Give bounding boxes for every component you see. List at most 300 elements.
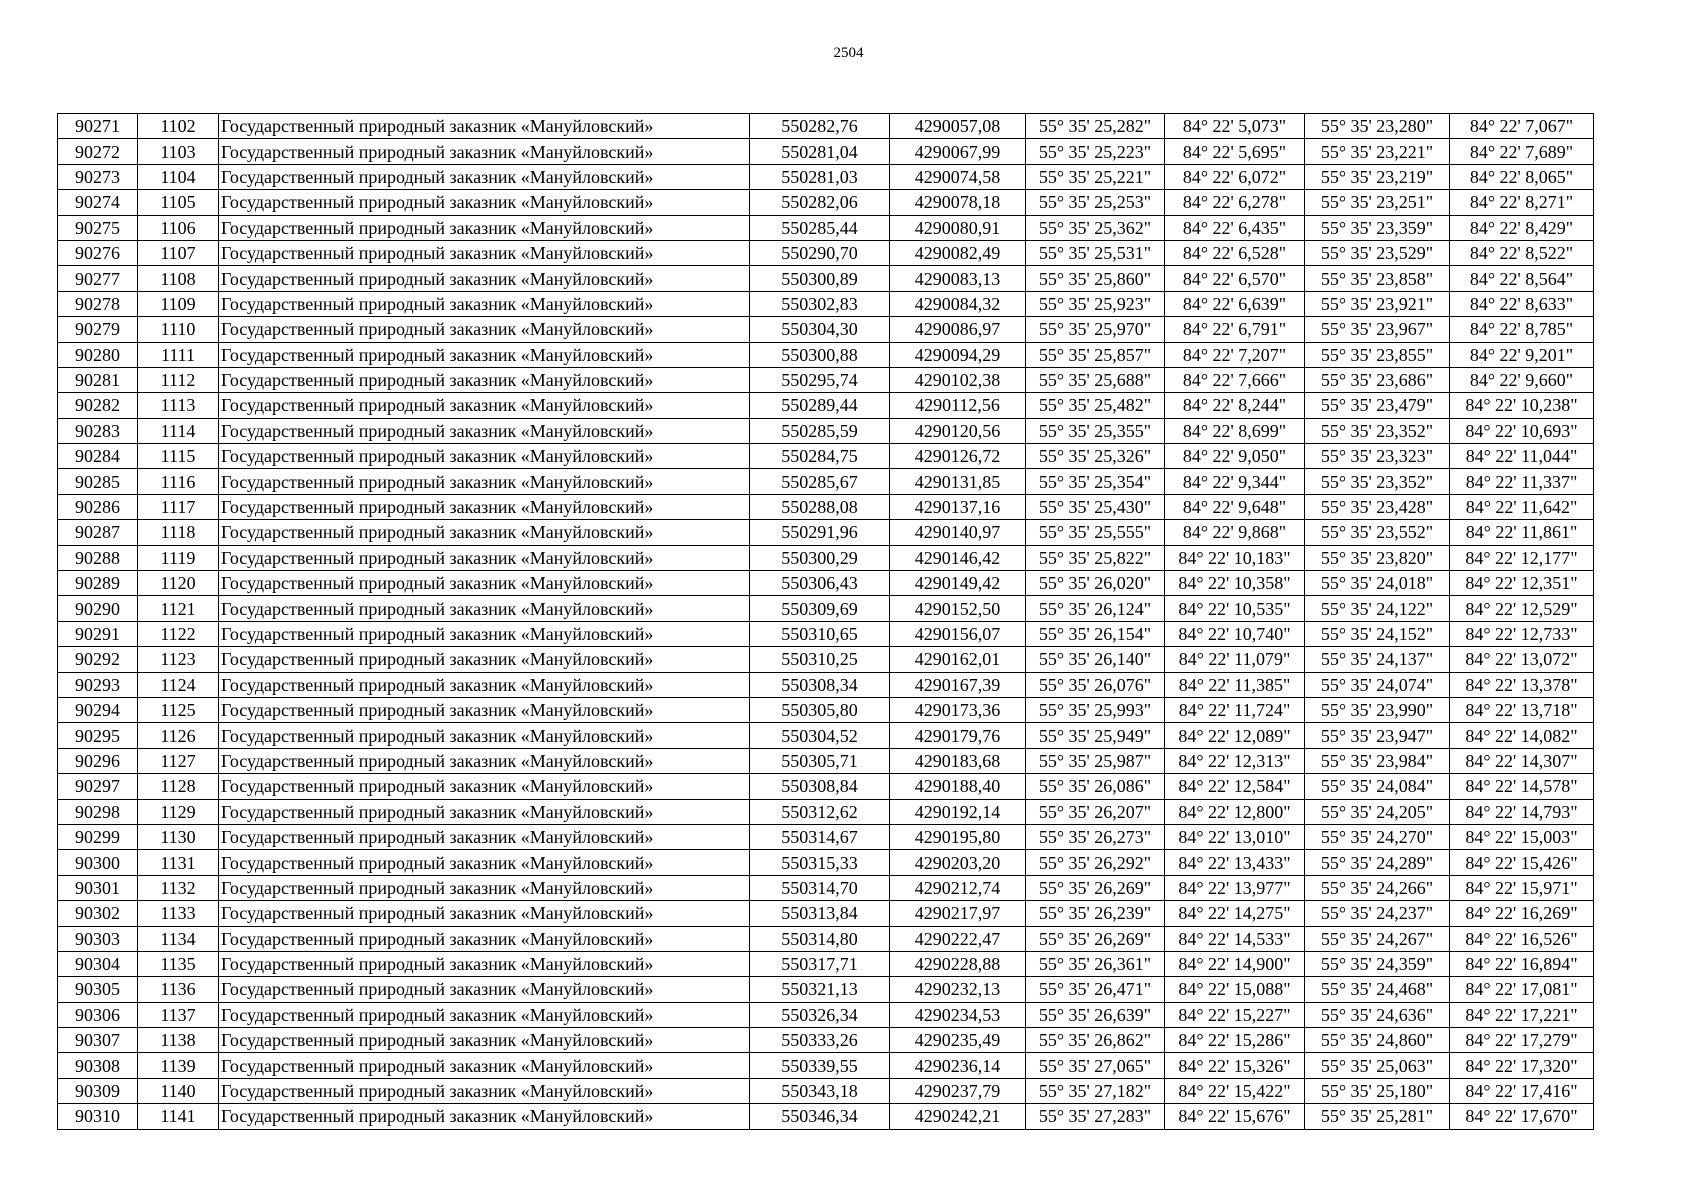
row-id-cell: 90302 bbox=[58, 901, 138, 926]
latitude-2-cell: 55° 35' 24,237" bbox=[1305, 901, 1450, 926]
row-id-cell: 90286 bbox=[58, 494, 138, 519]
longitude-1-cell: 84° 22' 12,800" bbox=[1165, 799, 1305, 824]
latitude-2-cell: 55° 35' 24,359" bbox=[1305, 951, 1450, 976]
y-coordinate-cell: 4290237,79 bbox=[890, 1078, 1026, 1103]
latitude-2-cell: 55° 35' 24,636" bbox=[1305, 1002, 1450, 1027]
longitude-2-cell: 84° 22' 15,003" bbox=[1450, 824, 1594, 849]
x-coordinate-cell: 550326,34 bbox=[750, 1002, 890, 1027]
latitude-2-cell: 55° 35' 23,221" bbox=[1305, 139, 1450, 164]
point-number-cell: 1138 bbox=[138, 1028, 219, 1053]
name-cell: Государственный природный заказник «Мануйловский» bbox=[219, 723, 750, 748]
x-coordinate-cell: 550300,88 bbox=[750, 342, 890, 367]
name-cell: Государственный природный заказник «Мануйловский» bbox=[219, 494, 750, 519]
name-cell: Государственный природный заказник «Мануйловский» bbox=[219, 1028, 750, 1053]
point-number-cell: 1129 bbox=[138, 799, 219, 824]
table-row bbox=[58, 469, 1594, 494]
table-row bbox=[58, 164, 1594, 189]
latitude-1-cell: 55° 35' 26,471" bbox=[1026, 977, 1165, 1002]
y-coordinate-cell: 4290217,97 bbox=[890, 901, 1026, 926]
latitude-1-cell: 55° 35' 26,124" bbox=[1026, 596, 1165, 621]
latitude-2-cell: 55° 35' 23,984" bbox=[1305, 748, 1450, 773]
row-id-cell: 90279 bbox=[58, 317, 138, 342]
longitude-1-cell: 84° 22' 12,089" bbox=[1165, 723, 1305, 748]
latitude-1-cell: 55° 35' 25,482" bbox=[1026, 393, 1165, 418]
row-id-cell: 90310 bbox=[58, 1104, 138, 1129]
table-row bbox=[58, 418, 1594, 443]
table-row bbox=[58, 190, 1594, 215]
latitude-1-cell: 55° 35' 25,282" bbox=[1026, 114, 1165, 139]
row-id-cell: 90298 bbox=[58, 799, 138, 824]
point-number-cell: 1130 bbox=[138, 824, 219, 849]
y-coordinate-cell: 4290167,39 bbox=[890, 672, 1026, 697]
row-id-cell: 90309 bbox=[58, 1078, 138, 1103]
table-row bbox=[58, 545, 1594, 570]
table-row bbox=[58, 571, 1594, 596]
longitude-2-cell: 84° 22' 15,971" bbox=[1450, 875, 1594, 900]
latitude-1-cell: 55° 35' 25,822" bbox=[1026, 545, 1165, 570]
x-coordinate-cell: 550288,08 bbox=[750, 494, 890, 519]
latitude-2-cell: 55° 35' 23,479" bbox=[1305, 393, 1450, 418]
name-cell: Государственный природный заказник «Мануйловский» bbox=[219, 901, 750, 926]
latitude-1-cell: 55° 35' 25,354" bbox=[1026, 469, 1165, 494]
latitude-1-cell: 55° 35' 25,221" bbox=[1026, 164, 1165, 189]
latitude-2-cell: 55° 35' 23,428" bbox=[1305, 494, 1450, 519]
x-coordinate-cell: 550285,44 bbox=[750, 215, 890, 240]
latitude-2-cell: 55° 35' 23,352" bbox=[1305, 469, 1450, 494]
latitude-2-cell: 55° 35' 24,205" bbox=[1305, 799, 1450, 824]
table-row bbox=[58, 1028, 1594, 1053]
x-coordinate-cell: 550309,69 bbox=[750, 596, 890, 621]
latitude-1-cell: 55° 35' 25,857" bbox=[1026, 342, 1165, 367]
longitude-1-cell: 84° 22' 5,073" bbox=[1165, 114, 1305, 139]
longitude-2-cell: 84° 22' 13,378" bbox=[1450, 672, 1594, 697]
table-row bbox=[58, 596, 1594, 621]
x-coordinate-cell: 550333,26 bbox=[750, 1028, 890, 1053]
latitude-2-cell: 55° 35' 23,529" bbox=[1305, 240, 1450, 265]
row-id-cell: 90299 bbox=[58, 824, 138, 849]
latitude-1-cell: 55° 35' 25,688" bbox=[1026, 367, 1165, 392]
latitude-2-cell: 55° 35' 23,323" bbox=[1305, 444, 1450, 469]
longitude-2-cell: 84° 22' 12,733" bbox=[1450, 621, 1594, 646]
row-id-cell: 90277 bbox=[58, 266, 138, 291]
table-row bbox=[58, 723, 1594, 748]
point-number-cell: 1113 bbox=[138, 393, 219, 418]
latitude-2-cell: 55° 35' 23,858" bbox=[1305, 266, 1450, 291]
longitude-2-cell: 84° 22' 10,693" bbox=[1450, 418, 1594, 443]
row-id-cell: 90293 bbox=[58, 672, 138, 697]
latitude-1-cell: 55° 35' 25,987" bbox=[1026, 748, 1165, 773]
longitude-2-cell: 84° 22' 14,082" bbox=[1450, 723, 1594, 748]
latitude-1-cell: 55° 35' 25,555" bbox=[1026, 520, 1165, 545]
name-cell: Государственный природный заказник «Мануйловский» bbox=[219, 571, 750, 596]
longitude-2-cell: 84° 22' 8,785" bbox=[1450, 317, 1594, 342]
table-body bbox=[58, 114, 1594, 1130]
latitude-1-cell: 55° 35' 25,355" bbox=[1026, 418, 1165, 443]
point-number-cell: 1124 bbox=[138, 672, 219, 697]
longitude-2-cell: 84° 22' 8,429" bbox=[1450, 215, 1594, 240]
name-cell: Государственный природный заказник «Мануйловский» bbox=[219, 240, 750, 265]
name-cell: Государственный природный заказник «Мануйловский» bbox=[219, 774, 750, 799]
longitude-1-cell: 84° 22' 8,244" bbox=[1165, 393, 1305, 418]
y-coordinate-cell: 4290057,08 bbox=[890, 114, 1026, 139]
x-coordinate-cell: 550300,29 bbox=[750, 545, 890, 570]
name-cell: Государственный природный заказник «Мануйловский» bbox=[219, 850, 750, 875]
latitude-2-cell: 55° 35' 24,122" bbox=[1305, 596, 1450, 621]
point-number-cell: 1105 bbox=[138, 190, 219, 215]
row-id-cell: 90296 bbox=[58, 748, 138, 773]
y-coordinate-cell: 4290137,16 bbox=[890, 494, 1026, 519]
latitude-2-cell: 55° 35' 24,860" bbox=[1305, 1028, 1450, 1053]
name-cell: Государственный природный заказник «Мануйловский» bbox=[219, 114, 750, 139]
longitude-2-cell: 84° 22' 7,067" bbox=[1450, 114, 1594, 139]
point-number-cell: 1111 bbox=[138, 342, 219, 367]
name-cell: Государственный природный заказник «Мануйловский» bbox=[219, 444, 750, 469]
table-row bbox=[58, 342, 1594, 367]
point-number-cell: 1104 bbox=[138, 164, 219, 189]
x-coordinate-cell: 550317,71 bbox=[750, 951, 890, 976]
latitude-1-cell: 55° 35' 25,223" bbox=[1026, 139, 1165, 164]
table-row bbox=[58, 774, 1594, 799]
row-id-cell: 90271 bbox=[58, 114, 138, 139]
point-number-cell: 1121 bbox=[138, 596, 219, 621]
point-number-cell: 1120 bbox=[138, 571, 219, 596]
x-coordinate-cell: 550281,03 bbox=[750, 164, 890, 189]
table-row bbox=[58, 647, 1594, 672]
row-id-cell: 90281 bbox=[58, 367, 138, 392]
row-id-cell: 90292 bbox=[58, 647, 138, 672]
table-row bbox=[58, 977, 1594, 1002]
name-cell: Государственный природный заказник «Мануйловский» bbox=[219, 266, 750, 291]
row-id-cell: 90291 bbox=[58, 621, 138, 646]
latitude-2-cell: 55° 35' 24,267" bbox=[1305, 926, 1450, 951]
name-cell: Государственный природный заказник «Мануйловский» bbox=[219, 875, 750, 900]
longitude-1-cell: 84° 22' 7,207" bbox=[1165, 342, 1305, 367]
y-coordinate-cell: 4290131,85 bbox=[890, 469, 1026, 494]
x-coordinate-cell: 550321,13 bbox=[750, 977, 890, 1002]
y-coordinate-cell: 4290234,53 bbox=[890, 1002, 1026, 1027]
latitude-1-cell: 55° 35' 27,182" bbox=[1026, 1078, 1165, 1103]
name-cell: Государственный природный заказник «Мануйловский» bbox=[219, 1002, 750, 1027]
point-number-cell: 1126 bbox=[138, 723, 219, 748]
longitude-2-cell: 84° 22' 16,894" bbox=[1450, 951, 1594, 976]
latitude-2-cell: 55° 35' 23,967" bbox=[1305, 317, 1450, 342]
table-row bbox=[58, 240, 1594, 265]
row-id-cell: 90288 bbox=[58, 545, 138, 570]
latitude-2-cell: 55° 35' 23,280" bbox=[1305, 114, 1450, 139]
longitude-1-cell: 84° 22' 8,699" bbox=[1165, 418, 1305, 443]
point-number-cell: 1139 bbox=[138, 1053, 219, 1078]
latitude-1-cell: 55° 35' 25,326" bbox=[1026, 444, 1165, 469]
x-coordinate-cell: 550339,55 bbox=[750, 1053, 890, 1078]
row-id-cell: 90304 bbox=[58, 951, 138, 976]
longitude-2-cell: 84° 22' 14,307" bbox=[1450, 748, 1594, 773]
latitude-1-cell: 55° 35' 26,269" bbox=[1026, 875, 1165, 900]
latitude-2-cell: 55° 35' 23,552" bbox=[1305, 520, 1450, 545]
latitude-1-cell: 55° 35' 26,020" bbox=[1026, 571, 1165, 596]
x-coordinate-cell: 550302,83 bbox=[750, 291, 890, 316]
x-coordinate-cell: 550310,25 bbox=[750, 647, 890, 672]
row-id-cell: 90280 bbox=[58, 342, 138, 367]
row-id-cell: 90274 bbox=[58, 190, 138, 215]
name-cell: Государственный природный заказник «Мануйловский» bbox=[219, 393, 750, 418]
table-row bbox=[58, 393, 1594, 418]
y-coordinate-cell: 4290140,97 bbox=[890, 520, 1026, 545]
longitude-1-cell: 84° 22' 15,422" bbox=[1165, 1078, 1305, 1103]
longitude-1-cell: 84° 22' 6,570" bbox=[1165, 266, 1305, 291]
table-row bbox=[58, 317, 1594, 342]
x-coordinate-cell: 550282,76 bbox=[750, 114, 890, 139]
x-coordinate-cell: 550314,80 bbox=[750, 926, 890, 951]
y-coordinate-cell: 4290236,14 bbox=[890, 1053, 1026, 1078]
longitude-2-cell: 84° 22' 13,718" bbox=[1450, 697, 1594, 722]
point-number-cell: 1112 bbox=[138, 367, 219, 392]
y-coordinate-cell: 4290195,80 bbox=[890, 824, 1026, 849]
latitude-1-cell: 55° 35' 25,531" bbox=[1026, 240, 1165, 265]
point-number-cell: 1115 bbox=[138, 444, 219, 469]
longitude-1-cell: 84° 22' 7,666" bbox=[1165, 367, 1305, 392]
table-row bbox=[58, 1078, 1594, 1103]
point-number-cell: 1127 bbox=[138, 748, 219, 773]
point-number-cell: 1140 bbox=[138, 1078, 219, 1103]
name-cell: Государственный природный заказник «Мануйловский» bbox=[219, 190, 750, 215]
x-coordinate-cell: 550315,33 bbox=[750, 850, 890, 875]
x-coordinate-cell: 550310,65 bbox=[750, 621, 890, 646]
point-number-cell: 1141 bbox=[138, 1104, 219, 1129]
latitude-1-cell: 55° 35' 26,086" bbox=[1026, 774, 1165, 799]
x-coordinate-cell: 550308,34 bbox=[750, 672, 890, 697]
point-number-cell: 1136 bbox=[138, 977, 219, 1002]
latitude-1-cell: 55° 35' 25,970" bbox=[1026, 317, 1165, 342]
latitude-1-cell: 55° 35' 27,283" bbox=[1026, 1104, 1165, 1129]
point-number-cell: 1135 bbox=[138, 951, 219, 976]
longitude-2-cell: 84° 22' 9,660" bbox=[1450, 367, 1594, 392]
row-id-cell: 90278 bbox=[58, 291, 138, 316]
y-coordinate-cell: 4290173,36 bbox=[890, 697, 1026, 722]
table-row bbox=[58, 926, 1594, 951]
table-row bbox=[58, 824, 1594, 849]
latitude-1-cell: 55° 35' 26,239" bbox=[1026, 901, 1165, 926]
row-id-cell: 90284 bbox=[58, 444, 138, 469]
point-number-cell: 1102 bbox=[138, 114, 219, 139]
longitude-2-cell: 84° 22' 15,426" bbox=[1450, 850, 1594, 875]
longitude-2-cell: 84° 22' 12,351" bbox=[1450, 571, 1594, 596]
row-id-cell: 90275 bbox=[58, 215, 138, 240]
table-row bbox=[58, 697, 1594, 722]
latitude-1-cell: 55° 35' 25,253" bbox=[1026, 190, 1165, 215]
point-number-cell: 1134 bbox=[138, 926, 219, 951]
latitude-1-cell: 55° 35' 25,993" bbox=[1026, 697, 1165, 722]
longitude-2-cell: 84° 22' 10,238" bbox=[1450, 393, 1594, 418]
longitude-1-cell: 84° 22' 11,724" bbox=[1165, 697, 1305, 722]
latitude-1-cell: 55° 35' 26,273" bbox=[1026, 824, 1165, 849]
x-coordinate-cell: 550304,52 bbox=[750, 723, 890, 748]
longitude-1-cell: 84° 22' 15,326" bbox=[1165, 1053, 1305, 1078]
point-number-cell: 1131 bbox=[138, 850, 219, 875]
longitude-1-cell: 84° 22' 6,435" bbox=[1165, 215, 1305, 240]
latitude-2-cell: 55° 35' 24,084" bbox=[1305, 774, 1450, 799]
name-cell: Государственный природный заказник «Мануйловский» bbox=[219, 672, 750, 697]
name-cell: Государственный природный заказник «Мануйловский» bbox=[219, 164, 750, 189]
latitude-1-cell: 55° 35' 27,065" bbox=[1026, 1053, 1165, 1078]
y-coordinate-cell: 4290067,99 bbox=[890, 139, 1026, 164]
name-cell: Государственный природный заказник «Мануйловский» bbox=[219, 215, 750, 240]
y-coordinate-cell: 4290126,72 bbox=[890, 444, 1026, 469]
point-number-cell: 1107 bbox=[138, 240, 219, 265]
table-row bbox=[58, 799, 1594, 824]
y-coordinate-cell: 4290203,20 bbox=[890, 850, 1026, 875]
y-coordinate-cell: 4290183,68 bbox=[890, 748, 1026, 773]
row-id-cell: 90282 bbox=[58, 393, 138, 418]
point-number-cell: 1125 bbox=[138, 697, 219, 722]
row-id-cell: 90301 bbox=[58, 875, 138, 900]
y-coordinate-cell: 4290156,07 bbox=[890, 621, 1026, 646]
longitude-1-cell: 84° 22' 14,900" bbox=[1165, 951, 1305, 976]
longitude-2-cell: 84° 22' 8,271" bbox=[1450, 190, 1594, 215]
latitude-1-cell: 55° 35' 25,430" bbox=[1026, 494, 1165, 519]
table-row bbox=[58, 367, 1594, 392]
table-row bbox=[58, 494, 1594, 519]
row-id-cell: 90287 bbox=[58, 520, 138, 545]
latitude-2-cell: 55° 35' 24,270" bbox=[1305, 824, 1450, 849]
x-coordinate-cell: 550289,44 bbox=[750, 393, 890, 418]
table-row bbox=[58, 1104, 1594, 1129]
longitude-2-cell: 84° 22' 11,044" bbox=[1450, 444, 1594, 469]
y-coordinate-cell: 4290084,32 bbox=[890, 291, 1026, 316]
y-coordinate-cell: 4290086,97 bbox=[890, 317, 1026, 342]
point-number-cell: 1116 bbox=[138, 469, 219, 494]
x-coordinate-cell: 550305,71 bbox=[750, 748, 890, 773]
latitude-2-cell: 55° 35' 25,180" bbox=[1305, 1078, 1450, 1103]
row-id-cell: 90276 bbox=[58, 240, 138, 265]
x-coordinate-cell: 550312,62 bbox=[750, 799, 890, 824]
longitude-2-cell: 84° 22' 8,522" bbox=[1450, 240, 1594, 265]
name-cell: Государственный природный заказник «Мануйловский» bbox=[219, 647, 750, 672]
longitude-1-cell: 84° 22' 10,183" bbox=[1165, 545, 1305, 570]
y-coordinate-cell: 4290222,47 bbox=[890, 926, 1026, 951]
y-coordinate-cell: 4290228,88 bbox=[890, 951, 1026, 976]
y-coordinate-cell: 4290120,56 bbox=[890, 418, 1026, 443]
latitude-2-cell: 55° 35' 25,063" bbox=[1305, 1053, 1450, 1078]
name-cell: Государственный природный заказник «Мануйловский» bbox=[219, 418, 750, 443]
y-coordinate-cell: 4290082,49 bbox=[890, 240, 1026, 265]
y-coordinate-cell: 4290235,49 bbox=[890, 1028, 1026, 1053]
longitude-2-cell: 84° 22' 11,861" bbox=[1450, 520, 1594, 545]
point-number-cell: 1110 bbox=[138, 317, 219, 342]
table-row bbox=[58, 444, 1594, 469]
x-coordinate-cell: 550308,84 bbox=[750, 774, 890, 799]
longitude-1-cell: 84° 22' 9,648" bbox=[1165, 494, 1305, 519]
name-cell: Государственный природный заказник «Мануйловский» bbox=[219, 342, 750, 367]
latitude-2-cell: 55° 35' 24,266" bbox=[1305, 875, 1450, 900]
latitude-2-cell: 55° 35' 23,921" bbox=[1305, 291, 1450, 316]
latitude-2-cell: 55° 35' 23,686" bbox=[1305, 367, 1450, 392]
table-row bbox=[58, 901, 1594, 926]
name-cell: Государственный природный заказник «Мануйловский» bbox=[219, 1078, 750, 1103]
longitude-2-cell: 84° 22' 7,689" bbox=[1450, 139, 1594, 164]
longitude-2-cell: 84° 22' 17,670" bbox=[1450, 1104, 1594, 1129]
latitude-1-cell: 55° 35' 26,154" bbox=[1026, 621, 1165, 646]
longitude-1-cell: 84° 22' 12,584" bbox=[1165, 774, 1305, 799]
latitude-2-cell: 55° 35' 24,468" bbox=[1305, 977, 1450, 1002]
row-id-cell: 90272 bbox=[58, 139, 138, 164]
longitude-2-cell: 84° 22' 14,578" bbox=[1450, 774, 1594, 799]
longitude-2-cell: 84° 22' 17,279" bbox=[1450, 1028, 1594, 1053]
latitude-1-cell: 55° 35' 26,292" bbox=[1026, 850, 1165, 875]
latitude-1-cell: 55° 35' 26,862" bbox=[1026, 1028, 1165, 1053]
latitude-2-cell: 55° 35' 25,281" bbox=[1305, 1104, 1450, 1129]
x-coordinate-cell: 550314,70 bbox=[750, 875, 890, 900]
longitude-2-cell: 84° 22' 17,320" bbox=[1450, 1053, 1594, 1078]
longitude-1-cell: 84° 22' 12,313" bbox=[1165, 748, 1305, 773]
point-number-cell: 1123 bbox=[138, 647, 219, 672]
longitude-2-cell: 84° 22' 8,564" bbox=[1450, 266, 1594, 291]
longitude-1-cell: 84° 22' 11,079" bbox=[1165, 647, 1305, 672]
longitude-1-cell: 84° 22' 14,275" bbox=[1165, 901, 1305, 926]
longitude-2-cell: 84° 22' 12,529" bbox=[1450, 596, 1594, 621]
y-coordinate-cell: 4290102,38 bbox=[890, 367, 1026, 392]
x-coordinate-cell: 550314,67 bbox=[750, 824, 890, 849]
row-id-cell: 90294 bbox=[58, 697, 138, 722]
row-id-cell: 90305 bbox=[58, 977, 138, 1002]
latitude-2-cell: 55° 35' 23,947" bbox=[1305, 723, 1450, 748]
point-number-cell: 1119 bbox=[138, 545, 219, 570]
y-coordinate-cell: 4290192,14 bbox=[890, 799, 1026, 824]
latitude-1-cell: 55° 35' 26,361" bbox=[1026, 951, 1165, 976]
latitude-1-cell: 55° 35' 25,860" bbox=[1026, 266, 1165, 291]
y-coordinate-cell: 4290080,91 bbox=[890, 215, 1026, 240]
table-row bbox=[58, 291, 1594, 316]
row-id-cell: 90303 bbox=[58, 926, 138, 951]
latitude-2-cell: 55° 35' 23,359" bbox=[1305, 215, 1450, 240]
latitude-2-cell: 55° 35' 24,018" bbox=[1305, 571, 1450, 596]
name-cell: Государственный природный заказник «Мануйловский» bbox=[219, 1053, 750, 1078]
latitude-2-cell: 55° 35' 24,137" bbox=[1305, 647, 1450, 672]
row-id-cell: 90289 bbox=[58, 571, 138, 596]
x-coordinate-cell: 550285,59 bbox=[750, 418, 890, 443]
latitude-1-cell: 55° 35' 26,140" bbox=[1026, 647, 1165, 672]
table-row bbox=[58, 875, 1594, 900]
x-coordinate-cell: 550343,18 bbox=[750, 1078, 890, 1103]
y-coordinate-cell: 4290112,56 bbox=[890, 393, 1026, 418]
table-row bbox=[58, 748, 1594, 773]
x-coordinate-cell: 550306,43 bbox=[750, 571, 890, 596]
point-number-cell: 1109 bbox=[138, 291, 219, 316]
row-id-cell: 90283 bbox=[58, 418, 138, 443]
longitude-1-cell: 84° 22' 13,010" bbox=[1165, 824, 1305, 849]
table-row bbox=[58, 139, 1594, 164]
latitude-1-cell: 55° 35' 26,076" bbox=[1026, 672, 1165, 697]
name-cell: Государственный природный заказник «Мануйловский» bbox=[219, 596, 750, 621]
row-id-cell: 90307 bbox=[58, 1028, 138, 1053]
latitude-2-cell: 55° 35' 23,219" bbox=[1305, 164, 1450, 189]
longitude-2-cell: 84° 22' 17,416" bbox=[1450, 1078, 1594, 1103]
longitude-1-cell: 84° 22' 14,533" bbox=[1165, 926, 1305, 951]
x-coordinate-cell: 550290,70 bbox=[750, 240, 890, 265]
longitude-1-cell: 84° 22' 6,639" bbox=[1165, 291, 1305, 316]
table-row bbox=[58, 850, 1594, 875]
latitude-2-cell: 55° 35' 24,152" bbox=[1305, 621, 1450, 646]
latitude-2-cell: 55° 35' 23,990" bbox=[1305, 697, 1450, 722]
y-coordinate-cell: 4290094,29 bbox=[890, 342, 1026, 367]
x-coordinate-cell: 550284,75 bbox=[750, 444, 890, 469]
y-coordinate-cell: 4290152,50 bbox=[890, 596, 1026, 621]
x-coordinate-cell: 550291,96 bbox=[750, 520, 890, 545]
row-id-cell: 90285 bbox=[58, 469, 138, 494]
longitude-2-cell: 84° 22' 17,221" bbox=[1450, 1002, 1594, 1027]
longitude-2-cell: 84° 22' 11,642" bbox=[1450, 494, 1594, 519]
coordinates-table bbox=[57, 113, 1594, 1130]
name-cell: Государственный природный заказник «Мануйловский» bbox=[219, 520, 750, 545]
